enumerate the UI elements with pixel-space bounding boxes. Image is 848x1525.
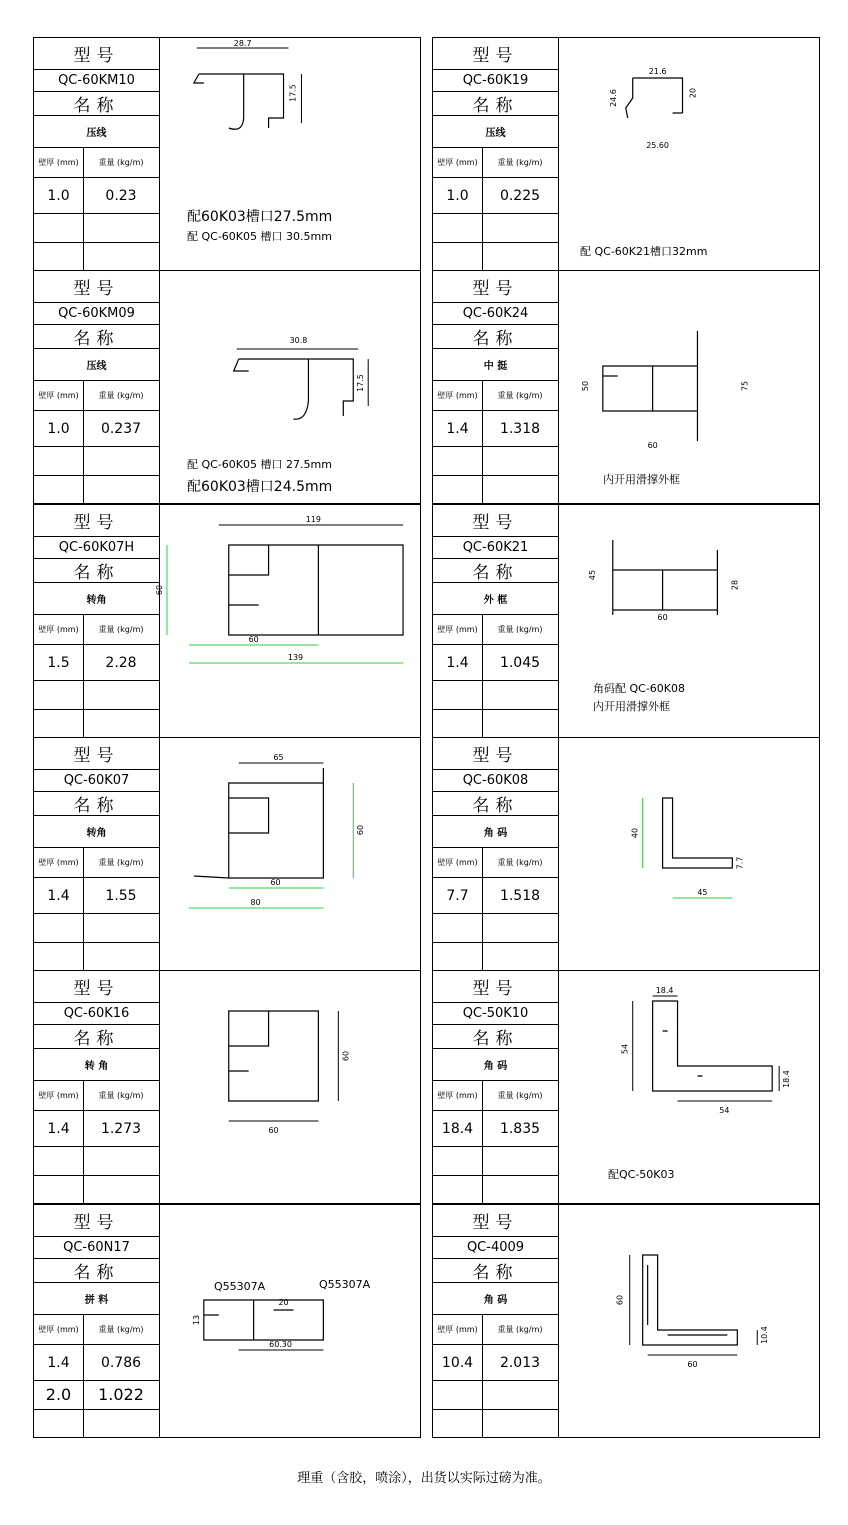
value-row bbox=[433, 243, 558, 271]
svg-text:54: 54 bbox=[719, 1105, 730, 1116]
product-info-table bbox=[433, 38, 559, 270]
wall-thickness-header: 壁厚 (mm) bbox=[34, 381, 84, 410]
svg-text:40: 40 bbox=[630, 827, 640, 839]
svg-text:17.5: 17.5 bbox=[288, 84, 298, 102]
product-card-10 bbox=[432, 970, 820, 1204]
column-headers bbox=[34, 1315, 159, 1345]
svg-text:65: 65 bbox=[273, 752, 284, 763]
weight-header: 重量 (kg/m) bbox=[497, 1324, 543, 1334]
type-header: 型号 bbox=[34, 1205, 159, 1237]
weight-value bbox=[83, 681, 159, 709]
weight-value bbox=[83, 214, 159, 242]
weight-value bbox=[482, 214, 558, 242]
value-row bbox=[34, 943, 159, 971]
weight-header: 重量 (kg/m) bbox=[98, 390, 144, 400]
weight-value: 1.318 bbox=[499, 420, 541, 437]
drawing-note: 内开用滑撑外框 bbox=[593, 700, 670, 713]
weight-value bbox=[83, 243, 159, 271]
model-number: QC-60K16 bbox=[34, 1003, 159, 1025]
value-row bbox=[34, 1176, 159, 1204]
value-row bbox=[34, 178, 159, 214]
product-info-table bbox=[34, 38, 160, 270]
profile-outline bbox=[159, 1205, 420, 1437]
svg-text:45: 45 bbox=[697, 887, 708, 898]
weight-value bbox=[83, 447, 159, 475]
column-headers bbox=[433, 1081, 558, 1111]
weight-value: 1.835 bbox=[499, 1120, 541, 1137]
column-headers bbox=[433, 615, 558, 645]
value-row bbox=[433, 214, 558, 243]
profile-drawing bbox=[159, 971, 420, 1203]
product-name: 外 框 bbox=[433, 583, 558, 615]
weight-value: 0.786 bbox=[100, 1354, 142, 1371]
wall-thickness-value: 1.4 bbox=[34, 878, 84, 913]
product-card-6 bbox=[432, 504, 820, 738]
type-header: 型号 bbox=[34, 738, 159, 770]
wall-thickness-header: 壁厚 (mm) bbox=[34, 615, 84, 644]
product-name: 角 码 bbox=[433, 1049, 558, 1081]
svg-text:20: 20 bbox=[278, 1297, 289, 1308]
product-card-1 bbox=[33, 37, 421, 271]
product-name: 压线 bbox=[34, 116, 159, 148]
value-row bbox=[433, 681, 558, 710]
product-name: 转角 bbox=[34, 583, 159, 615]
value-row bbox=[433, 878, 558, 914]
value-row bbox=[34, 645, 159, 681]
weight-header: 重量 (kg/m) bbox=[497, 624, 543, 634]
wall-thickness-value bbox=[433, 447, 483, 475]
wall-thickness-header: 壁厚 (mm) bbox=[433, 381, 483, 410]
name-header: 名称 bbox=[34, 325, 159, 349]
svg-text:17.5: 17.5 bbox=[356, 374, 366, 392]
product-info-table bbox=[433, 738, 559, 970]
wall-thickness-value: 7.7 bbox=[433, 878, 483, 913]
wall-thickness-value bbox=[34, 1176, 84, 1204]
wall-thickness-value: 1.0 bbox=[34, 178, 84, 213]
type-header: 型号 bbox=[34, 971, 159, 1003]
profile-drawing bbox=[558, 505, 819, 737]
wall-thickness-value: 1.0 bbox=[433, 178, 483, 213]
column-headers bbox=[433, 381, 558, 411]
name-header: 名称 bbox=[433, 792, 558, 816]
type-header: 型号 bbox=[433, 271, 558, 303]
svg-text:21.6: 21.6 bbox=[648, 66, 667, 77]
name-header: 名称 bbox=[34, 1259, 159, 1283]
weight-value bbox=[482, 243, 558, 271]
weight-value bbox=[482, 476, 558, 504]
value-row bbox=[433, 943, 558, 971]
wall-thickness-value bbox=[34, 214, 84, 242]
type-header: 型号 bbox=[433, 1205, 558, 1237]
name-header: 名称 bbox=[433, 1025, 558, 1049]
column-headers bbox=[34, 1081, 159, 1111]
profile-drawing bbox=[558, 1205, 819, 1437]
weight-value: 2.013 bbox=[499, 1354, 541, 1371]
weight-value bbox=[83, 1176, 159, 1204]
svg-text:10.4: 10.4 bbox=[760, 1326, 770, 1344]
drawing-note: 内开用滑撑外框 bbox=[603, 473, 680, 486]
profile-drawing bbox=[155, 505, 420, 737]
wall-thickness-value bbox=[34, 1410, 84, 1438]
value-row bbox=[433, 645, 558, 681]
svg-text:60: 60 bbox=[356, 824, 366, 836]
wall-thickness-header: 壁厚 (mm) bbox=[34, 848, 84, 877]
product-info-table bbox=[433, 971, 559, 1203]
profile-drawing bbox=[558, 38, 819, 270]
wall-thickness-header: 壁厚 (mm) bbox=[34, 1315, 84, 1344]
svg-text:18.4: 18.4 bbox=[782, 1070, 792, 1088]
wall-thickness-value bbox=[34, 681, 84, 709]
weight-value: 1.045 bbox=[499, 654, 541, 671]
type-header: 型号 bbox=[433, 738, 558, 770]
drawing-note: Q55307A bbox=[214, 1280, 266, 1293]
profile-drawing bbox=[558, 271, 819, 503]
type-header: 型号 bbox=[34, 38, 159, 70]
model-number: QC-60K08 bbox=[433, 770, 558, 792]
product-info-table bbox=[34, 505, 160, 737]
wall-thickness-value bbox=[433, 243, 483, 271]
svg-text:28: 28 bbox=[730, 579, 740, 591]
type-header: 型号 bbox=[433, 505, 558, 537]
svg-text:60: 60 bbox=[270, 877, 281, 888]
svg-text:119: 119 bbox=[305, 514, 322, 525]
product-card-5 bbox=[33, 504, 421, 738]
weight-value bbox=[83, 476, 159, 504]
product-card-4 bbox=[432, 270, 820, 504]
value-row bbox=[433, 411, 558, 447]
column-headers bbox=[34, 148, 159, 178]
svg-text:28.7: 28.7 bbox=[233, 38, 252, 49]
product-name: 压线 bbox=[34, 349, 159, 381]
profile-outline bbox=[558, 738, 819, 970]
weight-value bbox=[482, 943, 558, 971]
model-number: QC-60K07H bbox=[34, 537, 159, 559]
svg-text:60: 60 bbox=[268, 1125, 279, 1136]
name-header: 名称 bbox=[34, 1025, 159, 1049]
profile-outline bbox=[558, 1205, 819, 1437]
svg-text:7.7: 7.7 bbox=[735, 856, 745, 870]
drawing-note: 配 QC-60K05 槽口 30.5mm bbox=[187, 230, 332, 243]
product-name: 转 角 bbox=[34, 1049, 159, 1081]
product-info-table bbox=[433, 271, 559, 503]
value-row bbox=[433, 1176, 558, 1204]
column-headers bbox=[433, 148, 558, 178]
type-header: 型号 bbox=[433, 38, 558, 70]
svg-text:25.60: 25.60 bbox=[646, 140, 670, 151]
drawing-note: 配 QC-60K05 槽口 27.5mm bbox=[187, 458, 332, 471]
column-headers bbox=[34, 615, 159, 645]
wall-thickness-value bbox=[34, 1147, 84, 1175]
value-row bbox=[433, 476, 558, 504]
weight-header: 重量 (kg/m) bbox=[497, 390, 543, 400]
value-row bbox=[433, 1345, 558, 1381]
column-headers bbox=[34, 848, 159, 878]
weight-header: 重量 (kg/m) bbox=[497, 157, 543, 167]
value-row bbox=[433, 1381, 558, 1410]
weight-value bbox=[83, 1410, 159, 1438]
wall-thickness-header: 壁厚 (mm) bbox=[433, 1315, 483, 1344]
weight-value bbox=[482, 1176, 558, 1204]
model-number: QC-60K07 bbox=[34, 770, 159, 792]
drawing-note: 角码配 QC-60K08 bbox=[593, 682, 686, 695]
value-row bbox=[433, 1111, 558, 1147]
wall-thickness-value: 2.0 bbox=[34, 1381, 84, 1409]
svg-text:60: 60 bbox=[657, 612, 668, 623]
wall-thickness-value bbox=[433, 943, 483, 971]
weight-value: 0.237 bbox=[100, 420, 142, 437]
product-card-9 bbox=[33, 970, 421, 1204]
value-row bbox=[34, 214, 159, 243]
weight-value bbox=[482, 681, 558, 709]
weight-header: 重量 (kg/m) bbox=[98, 157, 144, 167]
wall-thickness-value bbox=[34, 943, 84, 971]
profile-outline bbox=[155, 505, 420, 737]
name-header: 名称 bbox=[433, 1259, 558, 1283]
drawing-note: 配 QC-60K21槽口32mm bbox=[580, 245, 708, 258]
product-card-11 bbox=[33, 1204, 421, 1438]
value-row bbox=[433, 178, 558, 214]
profile-outline bbox=[159, 738, 420, 970]
product-name: 角 码 bbox=[433, 816, 558, 848]
name-header: 名称 bbox=[433, 92, 558, 116]
model-number: QC-60N17 bbox=[34, 1237, 159, 1259]
model-number: QC-4009 bbox=[433, 1237, 558, 1259]
value-row bbox=[433, 447, 558, 476]
svg-text:45: 45 bbox=[587, 569, 597, 581]
wall-thickness-header: 壁厚 (mm) bbox=[433, 148, 483, 177]
weight-value: 0.225 bbox=[499, 187, 541, 204]
svg-text:60: 60 bbox=[155, 584, 164, 596]
wall-thickness-value bbox=[34, 447, 84, 475]
svg-text:80: 80 bbox=[250, 897, 261, 908]
wall-thickness-value bbox=[433, 914, 483, 942]
name-header: 名称 bbox=[433, 559, 558, 583]
type-header: 型号 bbox=[34, 505, 159, 537]
value-row bbox=[34, 1147, 159, 1176]
wall-thickness-value: 1.4 bbox=[34, 1111, 84, 1146]
product-card-12 bbox=[432, 1204, 820, 1438]
value-row bbox=[34, 447, 159, 476]
wall-thickness-value bbox=[34, 476, 84, 504]
profile-drawing bbox=[558, 971, 819, 1203]
column-headers bbox=[433, 848, 558, 878]
weight-value bbox=[482, 914, 558, 942]
value-row bbox=[433, 914, 558, 943]
model-number: QC-60KM09 bbox=[34, 303, 159, 325]
product-info-table bbox=[433, 1205, 559, 1437]
svg-text:60: 60 bbox=[341, 1050, 351, 1062]
svg-text:60: 60 bbox=[248, 634, 259, 645]
weight-value: 1.022 bbox=[98, 1385, 144, 1404]
name-header: 名称 bbox=[34, 92, 159, 116]
model-number: QC-60K19 bbox=[433, 70, 558, 92]
value-row bbox=[433, 1410, 558, 1438]
model-number: QC-60KM10 bbox=[34, 70, 159, 92]
profile-drawing bbox=[558, 738, 819, 970]
weight-value bbox=[482, 1147, 558, 1175]
wall-thickness-value: 1.4 bbox=[433, 411, 483, 446]
weight-header: 重量 (kg/m) bbox=[98, 857, 144, 867]
weight-value bbox=[83, 710, 159, 738]
name-header: 名称 bbox=[34, 559, 159, 583]
weight-header: 重量 (kg/m) bbox=[98, 1090, 144, 1100]
profile-outline bbox=[558, 971, 819, 1203]
value-row bbox=[34, 878, 159, 914]
svg-text:139: 139 bbox=[287, 652, 304, 663]
wall-thickness-value: 1.0 bbox=[34, 411, 84, 446]
wall-thickness-value bbox=[433, 1147, 483, 1175]
weight-value: 2.28 bbox=[105, 654, 137, 671]
wall-thickness-header: 壁厚 (mm) bbox=[433, 848, 483, 877]
product-card-2 bbox=[432, 37, 820, 271]
value-row bbox=[34, 710, 159, 738]
weight-value bbox=[482, 710, 558, 738]
product-card-8 bbox=[432, 737, 820, 971]
weight-value bbox=[83, 1147, 159, 1175]
profile-drawing bbox=[159, 1205, 420, 1437]
product-info-table bbox=[433, 505, 559, 737]
value-row bbox=[34, 1345, 159, 1381]
svg-text:18.4: 18.4 bbox=[655, 985, 674, 996]
product-info-table bbox=[34, 271, 160, 503]
svg-text:60: 60 bbox=[687, 1359, 698, 1370]
svg-text:60: 60 bbox=[647, 440, 658, 451]
wall-thickness-value bbox=[433, 710, 483, 738]
product-name: 转角 bbox=[34, 816, 159, 848]
value-row bbox=[34, 1381, 159, 1410]
wall-thickness-value bbox=[433, 1410, 483, 1438]
value-row bbox=[34, 1410, 159, 1438]
product-name: 拼 料 bbox=[34, 1283, 159, 1315]
type-header: 型号 bbox=[433, 971, 558, 1003]
wall-thickness-value: 1.4 bbox=[34, 1345, 84, 1380]
wall-thickness-value bbox=[433, 214, 483, 242]
weight-value: 1.518 bbox=[499, 887, 541, 904]
footer-note: 理重（含胶，喷涂），出货以实际过磅为准。 bbox=[297, 1471, 551, 1486]
value-row bbox=[34, 476, 159, 504]
profile-outline bbox=[558, 271, 819, 503]
column-headers bbox=[433, 1315, 558, 1345]
weight-header: 重量 (kg/m) bbox=[497, 1090, 543, 1100]
weight-value bbox=[482, 447, 558, 475]
svg-text:20: 20 bbox=[688, 87, 698, 99]
weight-value bbox=[482, 1381, 558, 1409]
svg-text:60: 60 bbox=[615, 1294, 625, 1306]
wall-thickness-value: 1.5 bbox=[34, 645, 84, 680]
svg-text:30.8: 30.8 bbox=[289, 335, 308, 346]
profile-drawing bbox=[159, 738, 420, 970]
value-row bbox=[433, 710, 558, 738]
product-info-table bbox=[34, 738, 160, 970]
name-header: 名称 bbox=[34, 792, 159, 816]
wall-thickness-value bbox=[433, 681, 483, 709]
product-card-3 bbox=[33, 270, 421, 504]
product-card-7 bbox=[33, 737, 421, 971]
drawing-note: 配60K03槽口27.5mm bbox=[187, 209, 333, 225]
wall-thickness-value bbox=[433, 1176, 483, 1204]
model-number: QC-50K10 bbox=[433, 1003, 558, 1025]
name-header: 名称 bbox=[433, 325, 558, 349]
wall-thickness-value: 1.4 bbox=[433, 645, 483, 680]
drawing-note: Q55307A bbox=[319, 1278, 371, 1291]
wall-thickness-header: 壁厚 (mm) bbox=[433, 615, 483, 644]
profile-drawing bbox=[159, 38, 420, 270]
wall-thickness-header: 壁厚 (mm) bbox=[34, 1081, 84, 1110]
weight-header: 重量 (kg/m) bbox=[98, 624, 144, 634]
type-header: 型号 bbox=[34, 271, 159, 303]
product-name: 角 码 bbox=[433, 1283, 558, 1315]
weight-value: 1.55 bbox=[105, 887, 137, 904]
wall-thickness-header: 壁厚 (mm) bbox=[34, 148, 84, 177]
model-number: QC-60K21 bbox=[433, 537, 558, 559]
profile-outline bbox=[159, 971, 420, 1203]
wall-thickness-value: 18.4 bbox=[433, 1111, 483, 1146]
value-row bbox=[34, 411, 159, 447]
weight-header: 重量 (kg/m) bbox=[497, 857, 543, 867]
product-info-table bbox=[34, 971, 160, 1203]
wall-thickness-value: 10.4 bbox=[433, 1345, 483, 1380]
value-row bbox=[34, 681, 159, 710]
weight-value bbox=[83, 914, 159, 942]
svg-text:50: 50 bbox=[580, 380, 590, 392]
value-row bbox=[34, 1111, 159, 1147]
profile-drawing bbox=[159, 271, 420, 503]
drawing-note: 配60K03槽口24.5mm bbox=[187, 479, 333, 495]
wall-thickness-value bbox=[433, 476, 483, 504]
svg-text:24.6: 24.6 bbox=[608, 89, 618, 107]
wall-thickness-header: 壁厚 (mm) bbox=[433, 1081, 483, 1110]
svg-text:54: 54 bbox=[620, 1043, 630, 1055]
weight-header: 重量 (kg/m) bbox=[98, 1324, 144, 1334]
product-name: 中 挺 bbox=[433, 349, 558, 381]
product-info-table bbox=[34, 1205, 160, 1437]
value-row bbox=[34, 243, 159, 271]
wall-thickness-value bbox=[34, 243, 84, 271]
weight-value bbox=[482, 1410, 558, 1438]
model-number: QC-60K24 bbox=[433, 303, 558, 325]
column-headers bbox=[34, 381, 159, 411]
wall-thickness-value bbox=[34, 914, 84, 942]
wall-thickness-value bbox=[34, 710, 84, 738]
value-row bbox=[34, 914, 159, 943]
weight-value: 0.23 bbox=[105, 187, 137, 204]
product-name: 压线 bbox=[433, 116, 558, 148]
svg-text:60.30: 60.30 bbox=[269, 1339, 292, 1350]
wall-thickness-value bbox=[433, 1381, 483, 1409]
svg-text:75: 75 bbox=[740, 380, 750, 392]
value-row bbox=[433, 1147, 558, 1176]
svg-text:13: 13 bbox=[191, 1314, 201, 1326]
drawing-note: 配QC-50K03 bbox=[608, 1168, 675, 1181]
profile-outline bbox=[558, 38, 819, 270]
weight-value: 1.273 bbox=[100, 1120, 142, 1137]
weight-value bbox=[83, 943, 159, 971]
